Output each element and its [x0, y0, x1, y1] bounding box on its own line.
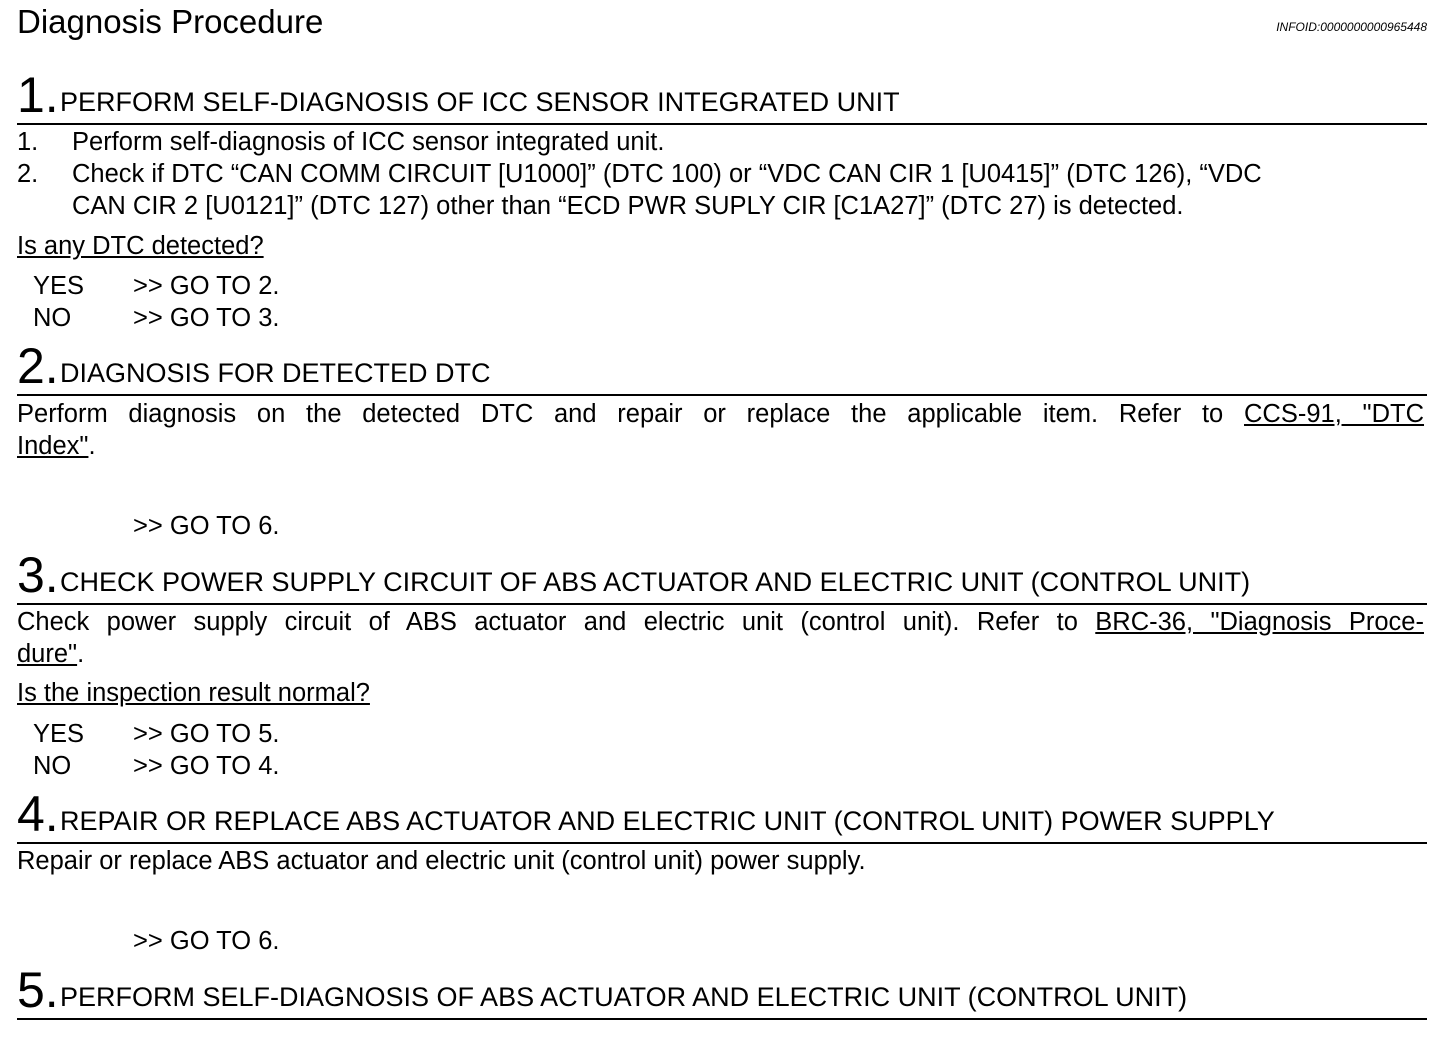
step-3-answer-no-label: NO — [33, 752, 72, 780]
step-1-question: Is any DTC detected? — [17, 232, 264, 260]
step-4-header — [17, 788, 1427, 844]
step-2-text — [17, 398, 1424, 430]
step-3-question: Is the inspection result normal? — [17, 679, 370, 707]
step-3-answer-yes-label: YES — [33, 720, 85, 748]
info-id: INFOID:0000000000965448 — [1276, 20, 1427, 34]
step-2-ref-link[interactable]: CCS-91, "DTC — [1244, 400, 1425, 428]
step-3-ref-link[interactable]: BRC-36, "Diagnosis Proce- — [1095, 608, 1424, 636]
step-2-header — [17, 340, 1427, 396]
step-1-list-item-1-number: 1. — [17, 128, 39, 156]
step-2-text-cont — [17, 430, 96, 462]
step-3-answer-yes-action: >> GO TO 5. — [133, 720, 280, 748]
step-3-text-body: Check power supply circuit of ABS actuator and electric unit (control unit). Refer to — [17, 608, 1078, 636]
step-2-action: >> GO TO 6. — [133, 512, 280, 540]
step-2-title: DIAGNOSIS FOR DETECTED DTC — [60, 358, 491, 388]
step-5-header — [17, 964, 1427, 1020]
step-3-text-tail: . — [77, 640, 85, 668]
step-3-title: CHECK POWER SUPPLY CIRCUIT OF ABS ACTUATOR AND ELECTRIC UNIT (CONTROL UNIT) — [60, 567, 1251, 597]
step-2-ref-link-cont[interactable]: Index" — [17, 432, 89, 460]
step-3-text — [17, 606, 1424, 638]
step-1-answer-yes-label: YES — [33, 272, 85, 300]
step-2-text-tail: . — [88, 432, 96, 460]
step-1-answer-no-label: NO — [33, 304, 72, 332]
step-4-text: Repair or replace ABS actuator and electric unit (control unit) power supply. — [17, 847, 866, 875]
step-1-answer-yes-action: >> GO TO 2. — [133, 272, 280, 300]
step-3-header — [17, 549, 1427, 605]
step-1-title: PERFORM SELF-DIAGNOSIS OF ICC SENSOR INTEGRATED UNIT — [60, 87, 900, 117]
step-2-text-body: Perform diagnosis on the detected DTC and repair or replace the applicable item. Refer to — [17, 400, 1224, 428]
step-5-number: 5. — [17, 962, 59, 1018]
page-title: Diagnosis Procedure — [17, 3, 324, 40]
step-1-list-item-2-text: Check if DTC “CAN COMM CIRCUIT [U1000]” (DTC 100) or “VDC CAN CIR 1 [U0415]” (DTC 126), “VDC — [72, 160, 1262, 188]
step-1-list-item-1-text: Perform self-diagnosis of ICC sensor integrated unit. — [72, 128, 665, 156]
step-1-list-item-2-number: 2. — [17, 160, 39, 188]
step-4-action: >> GO TO 6. — [133, 927, 280, 955]
step-3-text-cont — [17, 638, 84, 670]
step-3-answer-no-action: >> GO TO 4. — [133, 752, 280, 780]
step-4-title: REPAIR OR REPLACE ABS ACTUATOR AND ELECTRIC UNIT (CONTROL UNIT) POWER SUPPLY — [60, 806, 1275, 836]
step-4-number: 4. — [17, 786, 59, 842]
step-5-title: PERFORM SELF-DIAGNOSIS OF ABS ACTUATOR AND ELECTRIC UNIT (CONTROL UNIT) — [60, 982, 1188, 1012]
step-3-ref-link-cont[interactable]: dure" — [17, 640, 78, 668]
step-3-number: 3. — [17, 547, 59, 603]
step-1-list-item-2-text-cont: CAN CIR 2 [U0121]” (DTC 127) other than “ECD PWR SUPLY CIR [C1A27]” (DTC 27) is detected. — [72, 192, 1184, 220]
step-1-answer-no-action: >> GO TO 3. — [133, 304, 280, 332]
step-1-header — [17, 69, 1427, 125]
step-1-number: 1. — [17, 67, 59, 123]
step-2-number: 2. — [17, 338, 59, 394]
